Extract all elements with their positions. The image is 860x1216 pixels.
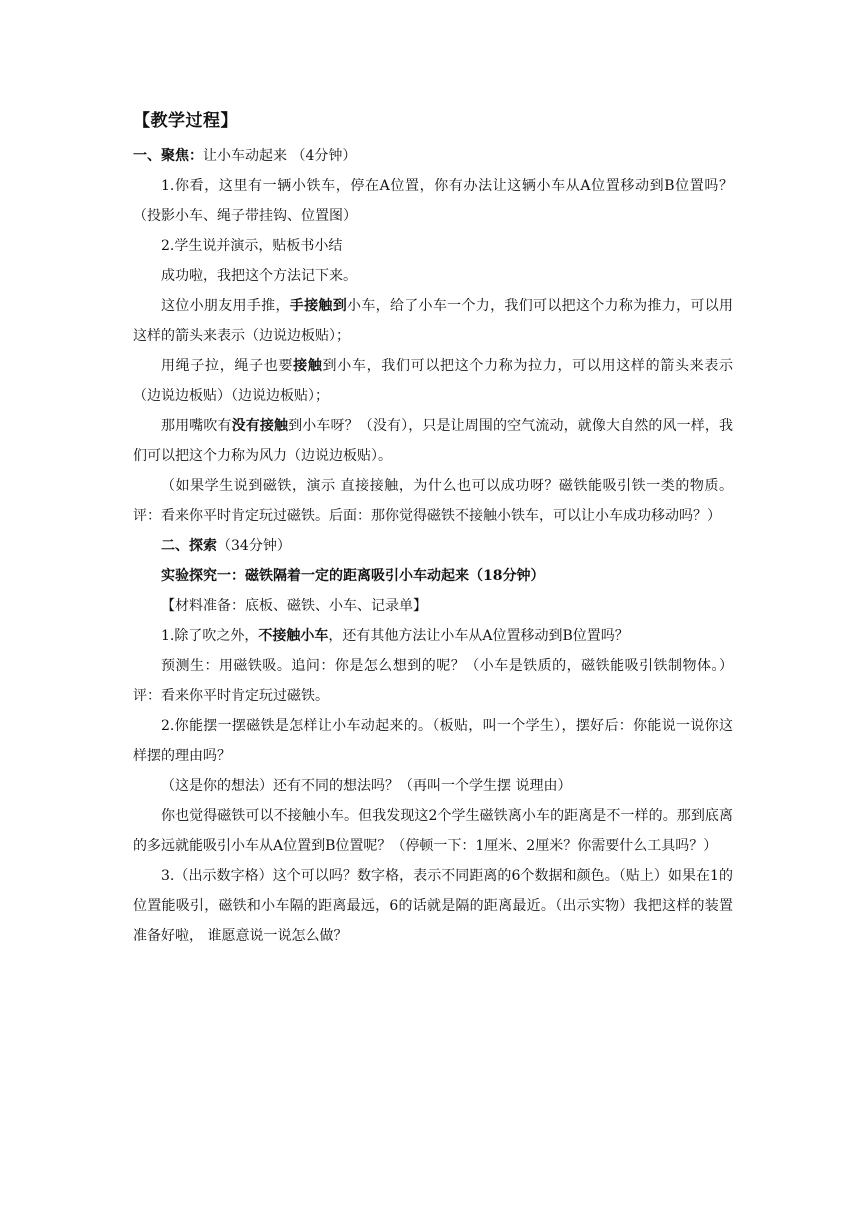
paragraph-list (133, 141, 733, 951)
paragraph-p14 (133, 711, 733, 771)
emphasis-text: 没有接触 (231, 418, 289, 434)
paragraph-p10 (133, 561, 733, 591)
paragraph-p15 (133, 771, 733, 801)
paragraph-p17 (133, 861, 733, 951)
body-text: 那用嘴吹有 (161, 418, 232, 434)
body-text: （如果学生说到磁铁，演示 直接接触，为什么也可以成功呀？磁铁能吸引铁一类的物质。评：看来你平时肯定玩过磁铁。后面：那你觉得磁铁不接触小铁车，可以让小车成功移动吗？） (133, 478, 733, 524)
body-text: 1.除了吹之外， (161, 628, 259, 644)
paragraph-p12 (133, 621, 733, 651)
paragraph-p2 (133, 171, 733, 231)
paragraph-p6 (133, 351, 733, 411)
body-text: 2.学生说并演示，贴板书小结 (161, 238, 343, 254)
emphasis-text: 一、聚焦： (133, 148, 203, 164)
paragraph-p3 (133, 231, 733, 261)
emphasis-text: 二、探索 (161, 538, 217, 554)
body-text: 到小车呀？（没有），只是让周围的空气流动，就像大自然的风一样，我们可以把这个力称为风力（边说边板贴）。 (133, 418, 733, 464)
paragraph-p1 (133, 141, 733, 171)
body-text: （这是你的想法）还有不同的想法吗？（再叫一个学生摆 说理由） (161, 778, 572, 794)
section-heading: 【教学过程】 (133, 111, 238, 131)
paragraph-p11 (133, 591, 733, 621)
body-text: ，还有其他方法让小车从A位置移动到B位置吗？ (328, 628, 629, 644)
body-text: 2.你能摆一摆磁铁是怎样让小车动起来的。（板贴，叫一个学生），摆好后：你能说一说你这样摆的理由吗？ (133, 718, 733, 764)
paragraph-p8 (133, 471, 733, 531)
body-text: 你也觉得磁铁可以不接触小车。但我发现这2个学生磁铁离小车的距离是不一样的。那到底离的多远就能吸引小车从A位置到B位置呢？（停顿一下：1厘米、2厘米？你需要什么工具吗？） (133, 808, 733, 854)
body-text: 这位小朋友用手推， (161, 298, 290, 314)
paragraph-p9 (133, 531, 733, 561)
body-text: （34分钟） (217, 538, 291, 554)
emphasis-text: 不接触小车 (258, 628, 329, 644)
emphasis-text: 手接触到 (289, 298, 348, 314)
body-text: 预测生：用磁铁吸。追问：你是怎么想到的呢？（小车是铁质的，磁铁能吸引铁制物体。）评：看来你平时肯定玩过磁铁。 (133, 658, 733, 704)
emphasis-text: 接触 (293, 358, 323, 374)
paragraph-p13 (133, 651, 733, 711)
paragraph-p5 (133, 291, 733, 351)
document-content (133, 108, 733, 951)
paragraph-p4 (133, 261, 733, 291)
paragraph-p16 (133, 801, 733, 861)
body-text: 1.你看，这里有一辆小铁车，停在A位置，你有办法让这辆小车从A位置移动到B位置吗？（投影小车、绳子带挂钩、位置图） (133, 178, 733, 224)
body-text: 成功啦，我把这个方法记下来。 (161, 268, 357, 284)
body-text: 【材料准备：底板、磁铁、小车、记录单】 (161, 598, 427, 614)
body-text: 让小车动起来 （4分钟） (203, 148, 357, 164)
body-text: 3.（出示数字格）这个可以吗？数字格，表示不同距离的6个数据和颜色。（贴上）如果在1的位置能吸引，磁铁和小车隔的距离最远，6的话就是隔的距离最近。（出示实物）我把这样的装置准备好啦， 谁愿意说一说怎么做？ (133, 868, 733, 944)
paragraph-p7 (133, 411, 733, 471)
body-text: 到小车，我们可以把这个力称为拉力，可以用这样的箭头来表示（边说边板贴）（边说边板贴）； (133, 358, 734, 404)
emphasis-text: 实验探究一：磁铁隔着一定的距离吸引小车动起来（18分钟） (161, 568, 545, 584)
body-text: 小车，给了小车一个力，我们可以把这个力称为推力，可以用这样的箭头来表示（边说边板贴）； (133, 298, 734, 344)
body-text: 用绳子拉，绳子也要 (161, 358, 294, 374)
